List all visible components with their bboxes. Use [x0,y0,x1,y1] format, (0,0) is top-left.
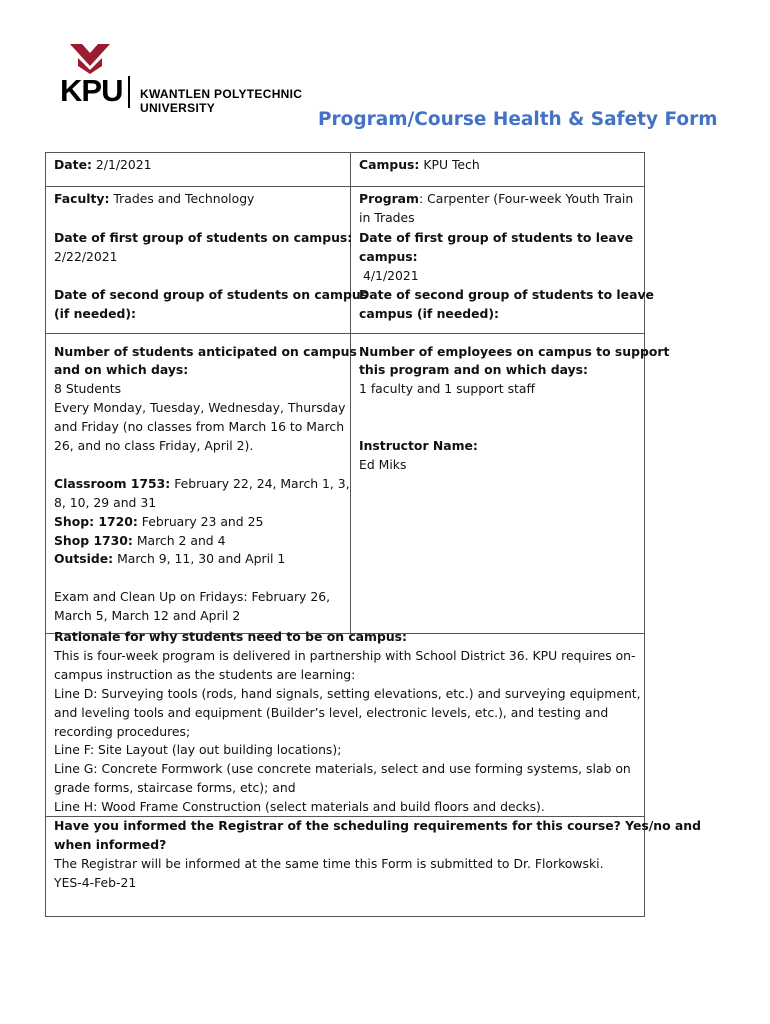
outside-schedule: Outside: March 9, 11, 30 and April 1 [54,551,286,566]
employees-label-cont: this program and on which days: [359,362,589,377]
second-group-leave-label-cont: campus (if needed): [359,306,499,321]
registrar-answer: The Registrar will be informed at the same time this Form is submitted to Dr. Florkowski. [54,856,604,871]
students-line: and Friday (no classes from March 16 to March [54,419,345,434]
exam-schedule-cont: March 5, March 12 and April 2 [54,608,241,623]
students-line: 8 Students [54,381,122,396]
faculty-field: Faculty: Trades and Technology [54,191,255,206]
second-group-leave-label: Date of second group of students to leave [359,287,654,302]
rationale-line: Line G: Concrete Formwork (use concrete materials, select and use forming systems, slab on [54,761,631,776]
rationale-line: recording procedures; [54,724,191,739]
instructor-label: Instructor Name: [359,438,478,453]
rationale-line: Line D: Surveying tools (rods, hand signals, setting elevations, etc.) and surveying equipment, [54,686,641,701]
program-field: Program: Carpenter (Four-week Youth Train [359,191,634,206]
logo-divider [128,76,130,108]
rationale-line: This is four-week program is delivered in partnership with School District 36. KPU requires on- [54,648,636,663]
students-line: 26, and no class Friday, April 2). [54,438,254,453]
shop-1730-schedule: Shop 1730: March 2 and 4 [54,533,226,548]
form-table [45,152,701,917]
kpu-chevron-icon [70,44,110,74]
row-divider [46,186,644,187]
date-field: Date: 2/1/2021 [54,157,152,172]
university-name: KWANTLEN POLYTECHNIC UNIVERSITY [140,87,303,115]
classroom-schedule-cont: 8, 10, 29 and 31 [54,495,157,510]
kpu-logo [60,44,380,115]
second-group-on-label: Date of second group of students on campus [54,287,369,302]
logo-wordmark: KPU [60,73,123,108]
column-divider [350,153,351,633]
program-field-cont: in Trades [359,210,415,225]
shop-1720-schedule: Shop: 1720: February 23 and 25 [54,514,264,529]
students-label: Number of students anticipated on campus [54,344,357,359]
employees-value: 1 faculty and 1 support staff [359,381,536,396]
students-line: Every Monday, Tuesday, Wednesday, Thursday [54,400,346,415]
registrar-answer-date: YES-4-Feb-21 [54,875,137,890]
row-divider [46,333,644,334]
rationale-line: and leveling tools and equipment (Builder’s level, electronic levels, etc.), and testing and [54,705,609,720]
rationale-label: Rationale for why students need to be on campus: [54,629,407,644]
rationale-line: grade forms, staircase forms, etc); and [54,780,296,795]
instructor-value: Ed Miks [359,457,407,472]
students-label-cont: and on which days: [54,362,189,377]
first-group-on-label: Date of first group of students on campus: [54,230,353,245]
registrar-label: Have you informed the Registrar of the scheduling requirements for this course? Yes/no and [54,818,701,833]
employees-label: Number of employees on campus to support [359,344,670,359]
campus-field: Campus: KPU Tech [359,157,480,172]
registrar-label-cont: when informed? [54,837,167,852]
first-group-on-value: 2/22/2021 [54,249,118,264]
second-group-on-label-cont: (if needed): [54,306,137,321]
first-group-leave-value: 4/1/2021 [363,268,419,283]
first-group-leave-label: Date of first group of students to leave [359,230,634,245]
classroom-schedule: Classroom 1753: February 22, 24, March 1, 3, [54,476,350,491]
exam-schedule: Exam and Clean Up on Fridays: February 26, [54,589,331,604]
form-title: Program/Course Health & Safety Form [318,109,718,130]
rationale-line: Line H: Wood Frame Construction (select materials and build floors and decks). [54,799,545,814]
rationale-line: campus instruction as the students are learning: [54,667,356,682]
rationale-line: Line F: Site Layout (lay out building locations); [54,742,342,757]
first-group-leave-label-cont: campus: [359,249,418,264]
